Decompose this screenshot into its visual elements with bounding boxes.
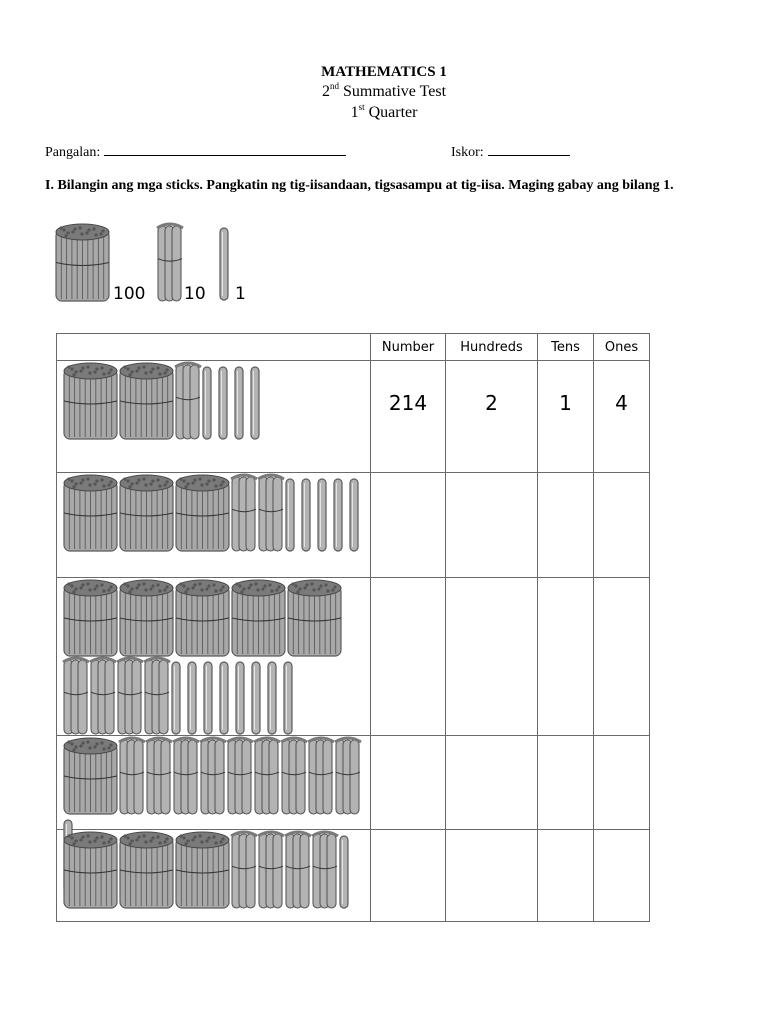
- hundred-bundle: [288, 580, 341, 656]
- ten-bundle: [231, 832, 257, 908]
- single-stick: [219, 367, 227, 439]
- hundred-bundle: [64, 738, 117, 814]
- ten-bundle: [146, 738, 172, 814]
- hundred-bundle: [176, 475, 229, 551]
- single-stick: [204, 662, 212, 734]
- header-ones: Ones: [594, 334, 650, 361]
- single-stick: [340, 836, 348, 908]
- ten-bundle: [90, 658, 116, 734]
- hundred-bundle: [120, 363, 173, 439]
- hundred-bundle: [120, 475, 173, 551]
- hundred-bundle: [176, 580, 229, 656]
- legend-hundred-label: 100: [113, 284, 146, 304]
- single-stick: [252, 662, 260, 734]
- header-hundreds: Hundreds: [446, 334, 538, 361]
- ten-bundle: [281, 738, 307, 814]
- ten-bundle: [254, 738, 280, 814]
- ten-bundle: [308, 738, 334, 814]
- score-label: Iskor:: [451, 145, 484, 160]
- hundred-bundle: [64, 832, 117, 908]
- single-stick: [235, 367, 243, 439]
- hundred-bundle: [120, 580, 173, 656]
- single-stick: [334, 479, 342, 551]
- legend-one-label: 1: [235, 284, 246, 304]
- ten-bundle: [231, 475, 257, 551]
- single-stick: [284, 662, 292, 734]
- single-stick: [268, 662, 276, 734]
- hundred-bundle: [64, 363, 117, 439]
- ten-bundle: [312, 832, 338, 908]
- quarter-ordinal: 1: [350, 104, 359, 121]
- single-stick: [236, 662, 244, 734]
- ten-bundle: [258, 475, 284, 551]
- ten-bundle: [63, 658, 89, 734]
- ten-bundle: [175, 363, 201, 439]
- header-number: Number: [371, 334, 446, 361]
- ones-cell[interactable]: 4: [594, 361, 650, 473]
- hundred-bundle: [232, 580, 285, 656]
- single-stick: [188, 662, 196, 734]
- single-stick: [350, 479, 358, 551]
- tens-cell[interactable]: 1: [538, 361, 594, 473]
- ten-bundle: [144, 658, 170, 734]
- hundreds-cell[interactable]: 2: [446, 361, 538, 473]
- single-stick: [172, 662, 180, 734]
- name-label: Pangalan:: [45, 145, 101, 160]
- single-stick: [318, 479, 326, 551]
- number-cell[interactable]: 214: [371, 361, 446, 473]
- single-stick: [220, 662, 228, 734]
- ten-bundle: [200, 738, 226, 814]
- ten-bundle: [173, 738, 199, 814]
- single-stick: [251, 367, 259, 439]
- subtitle-ordinal: 2: [321, 83, 330, 100]
- single-stick: [286, 479, 294, 551]
- instruction-text: I. Bilangin ang mga sticks. Pangkatin ng tig-iisandaan, tigsasampu at tig-iisa. Maging gabay ang bilang 1.: [45, 178, 674, 193]
- hundred-bundle: [64, 475, 117, 551]
- ten-bundle: [285, 832, 311, 908]
- legend-ten-label: 10: [184, 284, 206, 304]
- hundred-bundle: [64, 580, 117, 656]
- ten-bundle: [335, 738, 361, 814]
- ten-bundle: [117, 658, 143, 734]
- quarter-text: Quarter: [364, 104, 418, 121]
- ten-bundle: [258, 832, 284, 908]
- single-stick: [203, 367, 211, 439]
- hundred-bundle: [120, 832, 173, 908]
- subtitle-ordinal-suffix: nd: [329, 81, 339, 91]
- page-title: MATHEMATICS 1: [321, 64, 447, 80]
- hundred-bundle: [176, 832, 229, 908]
- header-tens: Tens: [538, 334, 594, 361]
- ten-bundle: [227, 738, 253, 814]
- ten-bundle: [119, 738, 145, 814]
- subtitle-text: Summative Test: [338, 83, 447, 100]
- single-stick: [302, 479, 310, 551]
- quarter-ordinal-suffix: st: [358, 102, 365, 112]
